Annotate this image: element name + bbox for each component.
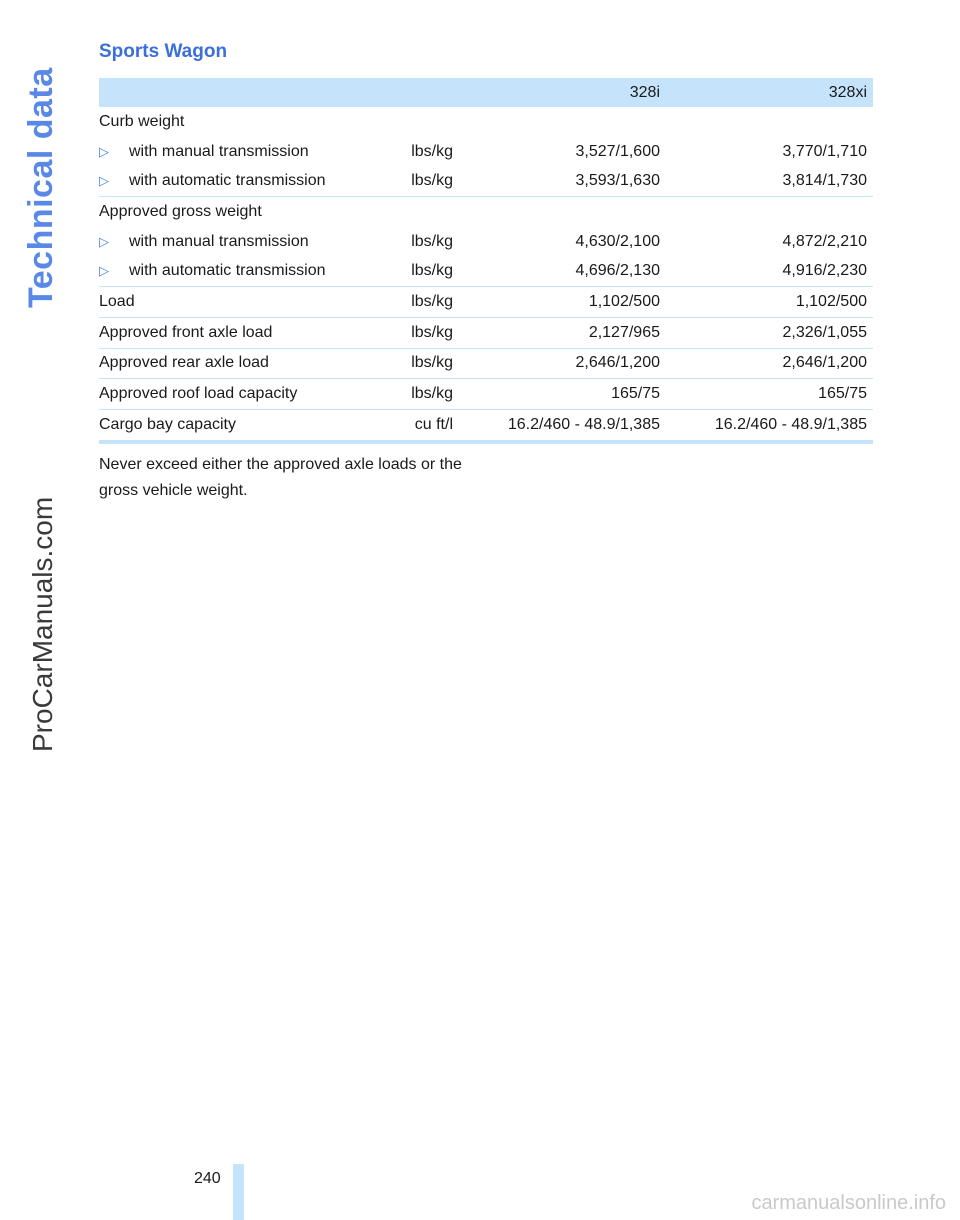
bullet-arrow-icon: ▷ (99, 263, 109, 279)
value-328xi: 16.2/460 - 48.9/1,385 (666, 409, 873, 441)
table-row (99, 287, 873, 318)
table-row (99, 197, 873, 227)
row-unit: lbs/kg (374, 166, 459, 196)
value-328xi: 4,872/2,210 (782, 232, 867, 250)
table-row (99, 137, 873, 167)
value-328i: 2,127/965 (459, 317, 666, 348)
row-unit (374, 197, 459, 227)
row-label: Approved front axle load (99, 317, 374, 348)
row-label: Approved rear axle load (99, 348, 374, 379)
row-label: Approved roof load capacity (99, 379, 374, 410)
warning-note: Never exceed either the approved axle loads or the gross vehicle weight. (99, 456, 462, 499)
row-unit: lbs/kg (374, 379, 459, 410)
row-unit: lbs/kg (374, 317, 459, 348)
table-row (99, 317, 873, 348)
row-unit: lbs/kg (411, 142, 453, 160)
specs-table (99, 78, 873, 444)
bullet-arrow-icon: ▷ (99, 173, 109, 189)
row-unit: lbs/kg (374, 256, 459, 286)
value-328xi: 4,916/2,230 (666, 256, 873, 286)
row-label: Approved gross weight (99, 202, 262, 220)
row-unit: cu ft/l (374, 409, 459, 441)
table-row (99, 348, 873, 379)
section-title: Sports Wagon (99, 41, 228, 62)
footer-watermark: carmanualsonline.info (751, 1192, 946, 1214)
value-328xi (666, 107, 873, 137)
row-unit (374, 107, 459, 137)
value-328xi: 3,814/1,730 (666, 166, 873, 196)
header-cell (374, 78, 459, 107)
row-label: ▷ with automatic transmission (99, 166, 374, 196)
row-label: ▷ with manual transmission (99, 142, 309, 160)
page-number: 240 (194, 1170, 221, 1187)
value-328xi: 2,326/1,055 (666, 317, 873, 348)
bullet-arrow-icon: ▷ (99, 143, 109, 159)
row-label: Curb weight (99, 112, 185, 130)
row-unit: lbs/kg (374, 348, 459, 379)
table-row (99, 166, 873, 196)
value-328xi: 3,770/1,710 (782, 142, 867, 160)
value-328i: 4,696/2,130 (459, 256, 666, 286)
value-328xi: 1,102/500 (666, 287, 873, 318)
table-row (99, 227, 873, 257)
row-unit: lbs/kg (411, 232, 453, 250)
row-label: Load (99, 287, 374, 318)
value-328i: 3,527/1,600 (575, 142, 660, 160)
value-328i: 4,630/2,100 (575, 232, 660, 250)
row-label: Cargo bay capacity (99, 409, 374, 441)
value-328i (459, 197, 666, 227)
value-328xi: 165/75 (666, 379, 873, 410)
table-header-row (99, 78, 873, 107)
table-row (99, 379, 873, 410)
value-328i: 165/75 (459, 379, 666, 410)
header-cell: 328xi (828, 83, 867, 101)
value-328i: 3,593/1,630 (459, 166, 666, 196)
chapter-title: Technical data (22, 67, 60, 308)
value-328xi (666, 197, 873, 227)
row-label: ▷ with manual transmission (99, 232, 309, 250)
table-row (99, 107, 873, 137)
value-328i: 16.2/460 - 48.9/1,385 (459, 409, 666, 441)
header-cell: 328i (629, 83, 660, 101)
watermark-text: ProCarManuals.com (27, 496, 58, 752)
table-row (99, 256, 873, 286)
value-328i: 1,102/500 (459, 287, 666, 318)
value-328xi: 2,646/1,200 (666, 348, 873, 379)
page-marker-bar (233, 1164, 244, 1220)
value-328i: 2,646/1,200 (459, 348, 666, 379)
value-328i (459, 107, 666, 137)
header-cell (99, 78, 374, 107)
row-label: ▷ with automatic transmission (99, 256, 374, 286)
row-unit: lbs/kg (374, 287, 459, 318)
bullet-arrow-icon: ▷ (99, 233, 109, 249)
table-row (99, 409, 873, 441)
